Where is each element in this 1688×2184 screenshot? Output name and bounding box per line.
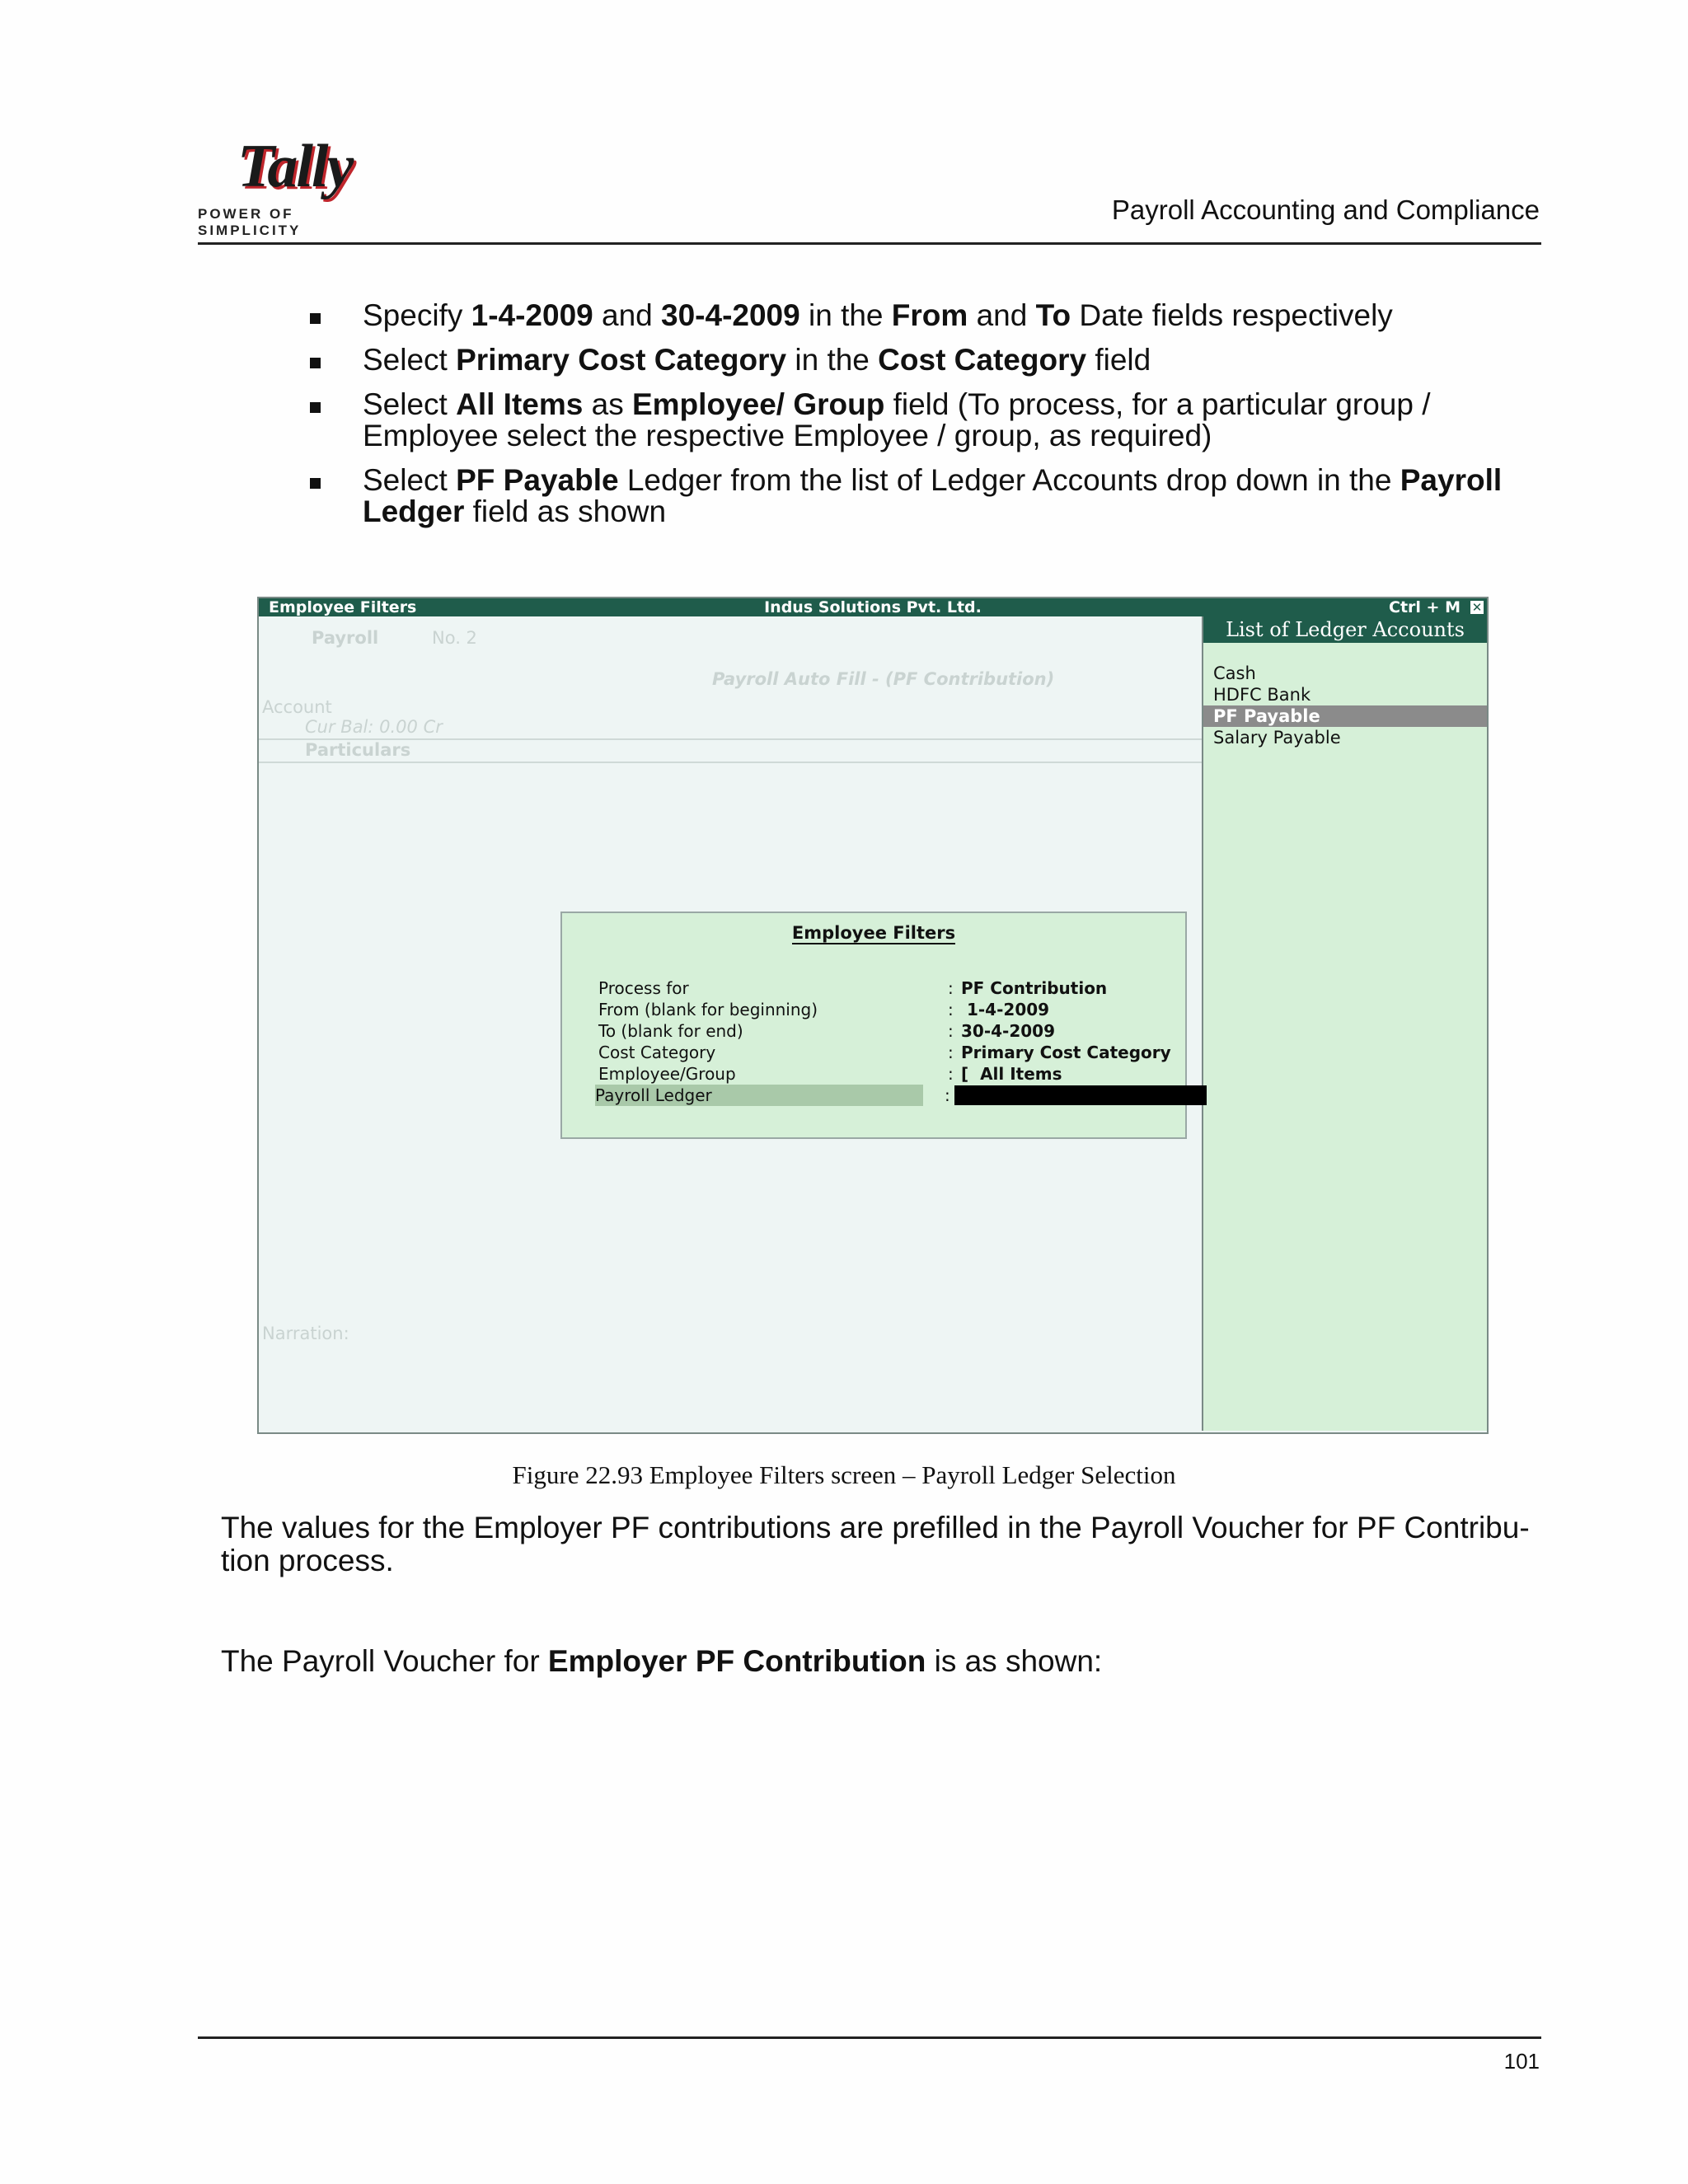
tally-screenshot (257, 597, 1489, 1434)
company-name: Indus Solutions Pvt. Ltd. (764, 598, 982, 616)
field-value: PF Contribution (961, 978, 1108, 998)
employee-filters-dialog (560, 912, 1187, 1139)
ledger-item-cash[interactable]: Cash (1213, 663, 1256, 683)
field-label: Cost Category (598, 1043, 716, 1062)
process-for-field[interactable]: Process for : PF Contribution (598, 978, 1108, 998)
list-item: Select PF Payable Ledger from the list of Ledger Accounts drop down in the Payroll Ledger field as shown (310, 465, 1513, 527)
payroll-ledger-field[interactable]: Payroll Ledger : (595, 1085, 923, 1106)
payroll-ledger-input[interactable] (954, 1085, 1207, 1105)
footer-rule (198, 2036, 1541, 2039)
field-label: Payroll Ledger (595, 1085, 712, 1105)
body-paragraph: The values for the Employer PF contributions are prefilled in the Payroll Voucher for PF Contribu- tion process. (221, 1511, 1530, 1577)
to-date-field[interactable]: To (blank for end) : 30-4-2009 (598, 1021, 1056, 1041)
employee-group-field[interactable]: Employee/Group : [ All Items (598, 1064, 1062, 1084)
field-label: From (blank for beginning) (598, 1000, 818, 1019)
logo-wordmark: Tally (237, 133, 353, 200)
autofill-label: Payroll Auto Fill - (PF Contribution) (712, 669, 1055, 689)
list-item: Select Primary Cost Category in the Cost Category field (310, 344, 1513, 376)
bullet-square-icon (310, 402, 321, 413)
logo-tagline: POWER OF SIMPLICITY (198, 206, 302, 238)
bullet-square-icon (310, 478, 321, 489)
field-value: 1-4-2009 (961, 1000, 1050, 1019)
field-label: Process for (598, 978, 689, 998)
page-number: 101 (1503, 2049, 1540, 2074)
dialog-title: Employee Filters (791, 923, 956, 943)
field-value: [ All Items (961, 1064, 1062, 1084)
divider (259, 762, 1202, 763)
section-title: Payroll Accounting and Compliance (1111, 194, 1540, 225)
cost-category-field[interactable]: Cost Category : Primary Cost Category (598, 1043, 1171, 1062)
ledger-list-title: List of Ledger Accounts (1203, 616, 1487, 643)
particulars-header: Particulars (305, 740, 411, 760)
current-balance: Cur Bal: 0.00 Cr (305, 717, 443, 737)
field-value: 30-4-2009 (961, 1021, 1056, 1041)
list-item: Select All Items as Employee/ Group field (To process, for a particular group / Employee select the respective Employee / group, as required) (310, 389, 1513, 452)
ledger-list-panel (1202, 616, 1487, 1431)
tally-logo (198, 132, 396, 238)
account-label: Account (262, 697, 332, 717)
voucher-type: Payroll (312, 628, 379, 648)
ledger-list (1203, 663, 1487, 748)
from-date-field[interactable]: From (blank for beginning) : 1-4-2009 (598, 1000, 1050, 1019)
narration-label: Narration: (262, 1324, 349, 1343)
field-label: To (blank for end) (598, 1021, 743, 1041)
voucher-number: No. 2 (432, 628, 477, 648)
figure-caption: Figure 22.93 Employee Filters screen – Payroll Ledger Selection (512, 1460, 1176, 1489)
body-paragraph: The Payroll Voucher for Employer PF Contribution is as shown: (221, 1644, 1103, 1678)
ledger-item-pf-payable[interactable]: PF Payable (1203, 705, 1487, 727)
field-label: Employee/Group (598, 1064, 736, 1084)
field-value: Primary Cost Category (961, 1043, 1171, 1062)
filter-fields (595, 977, 1175, 1106)
window-titlebar (259, 598, 1487, 616)
instruction-list (310, 300, 1513, 541)
bullet-square-icon (310, 358, 321, 368)
close-icon[interactable]: ✕ (1471, 600, 1483, 615)
list-item: Specify 1-4-2009 and 30-4-2009 in the From and To Date fields respectively (310, 300, 1513, 331)
ledger-item-hdfc-bank[interactable]: HDFC Bank (1213, 685, 1311, 705)
shortcut-label: Ctrl + M (1389, 598, 1461, 616)
bullet-square-icon (310, 313, 321, 324)
ledger-item-salary-payable[interactable]: Salary Payable (1213, 728, 1341, 748)
screen-name: Employee Filters (269, 598, 417, 616)
header-rule (198, 242, 1541, 245)
